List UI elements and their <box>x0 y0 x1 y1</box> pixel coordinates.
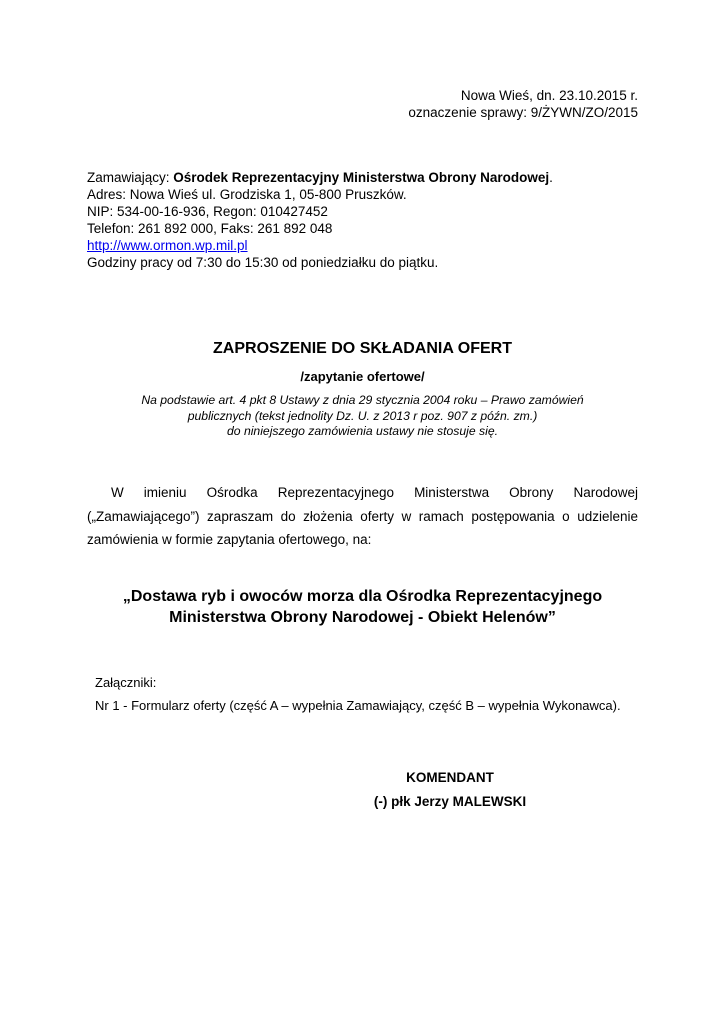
order-subject-line-2: Ministerstwa Obrony Narodowej - Obiekt Helenów” <box>169 609 556 626</box>
signature-block <box>0 766 725 814</box>
invitation-paragraph-text: W imieniu Ośrodka Reprezentacyjnego Ministerstwa Obrony Narodowej („Zamawiającego”) zapraszam do złożenia oferty w ramach postępowania o udzielenie zamówienia w formie zapytania ofertowego, na: <box>87 485 638 547</box>
signature-name: (-) płk Jerzy MALEWSKI <box>373 794 527 809</box>
order-subject-line-1: „Dostawa ryb i owoców morza dla Ośrodka Reprezentacyjnego <box>122 588 603 605</box>
header-block <box>408 87 638 121</box>
place-date: Nowa Wieś, dn. 23.10.2015 r. <box>460 88 638 103</box>
orderer-website-link[interactable]: http://www.ormon.wp.mil.pl <box>87 238 248 253</box>
orderer-address: Adres: Nowa Wieś ul. Grodziska 1, 05-800 Pruszków. <box>87 187 407 202</box>
invitation-subtitle: /zapytanie ofertowe/ <box>300 369 425 384</box>
orderer-block <box>87 169 553 271</box>
legal-basis <box>0 393 725 440</box>
orderer-ids: NIP: 534-00-16-936, Regon: 010427452 <box>87 204 328 219</box>
orderer-name: Ośrodek Reprezentacyjny Ministerstwa Obrony Narodowej <box>173 170 550 185</box>
signature-role: KOMENDANT <box>406 770 494 785</box>
invitation-title: ZAPROSZENIE DO SKŁADANIA OFERT <box>213 340 512 357</box>
attachments-block <box>95 671 621 717</box>
legal-basis-line-1: Na podstawie art. 4 pkt 8 Ustawy z dnia 29 stycznia 2004 roku – Prawo zamówień <box>141 393 584 407</box>
orderer-name-suffix: . <box>549 170 553 185</box>
orderer-label: Zamawiający: <box>87 170 174 185</box>
orderer-hours: Godziny pracy od 7:30 do 15:30 od poniedziałku do piątku. <box>87 255 439 270</box>
orderer-line <box>87 169 553 186</box>
case-reference: oznaczenie sprawy: 9/ŻYWN/ZO/2015 <box>408 105 638 120</box>
attachments-label: Załączniki: <box>95 675 157 690</box>
legal-basis-line-2: publicznych (tekst jednolity Dz. U. z 2013 r poz. 907 z późn. zm.) <box>187 408 538 423</box>
attachment-item: Nr 1 - Formularz oferty (część A – wypełnia Zamawiający, część B – wypełnia Wykonawca). <box>95 698 621 713</box>
orderer-phone: Telefon: 261 892 000, Faks: 261 892 048 <box>87 221 333 236</box>
order-subject <box>0 586 725 628</box>
invitation-paragraph <box>87 481 638 552</box>
legal-basis-line-3: do niniejszego zamówienia ustawy nie stosuje się. <box>227 424 498 438</box>
